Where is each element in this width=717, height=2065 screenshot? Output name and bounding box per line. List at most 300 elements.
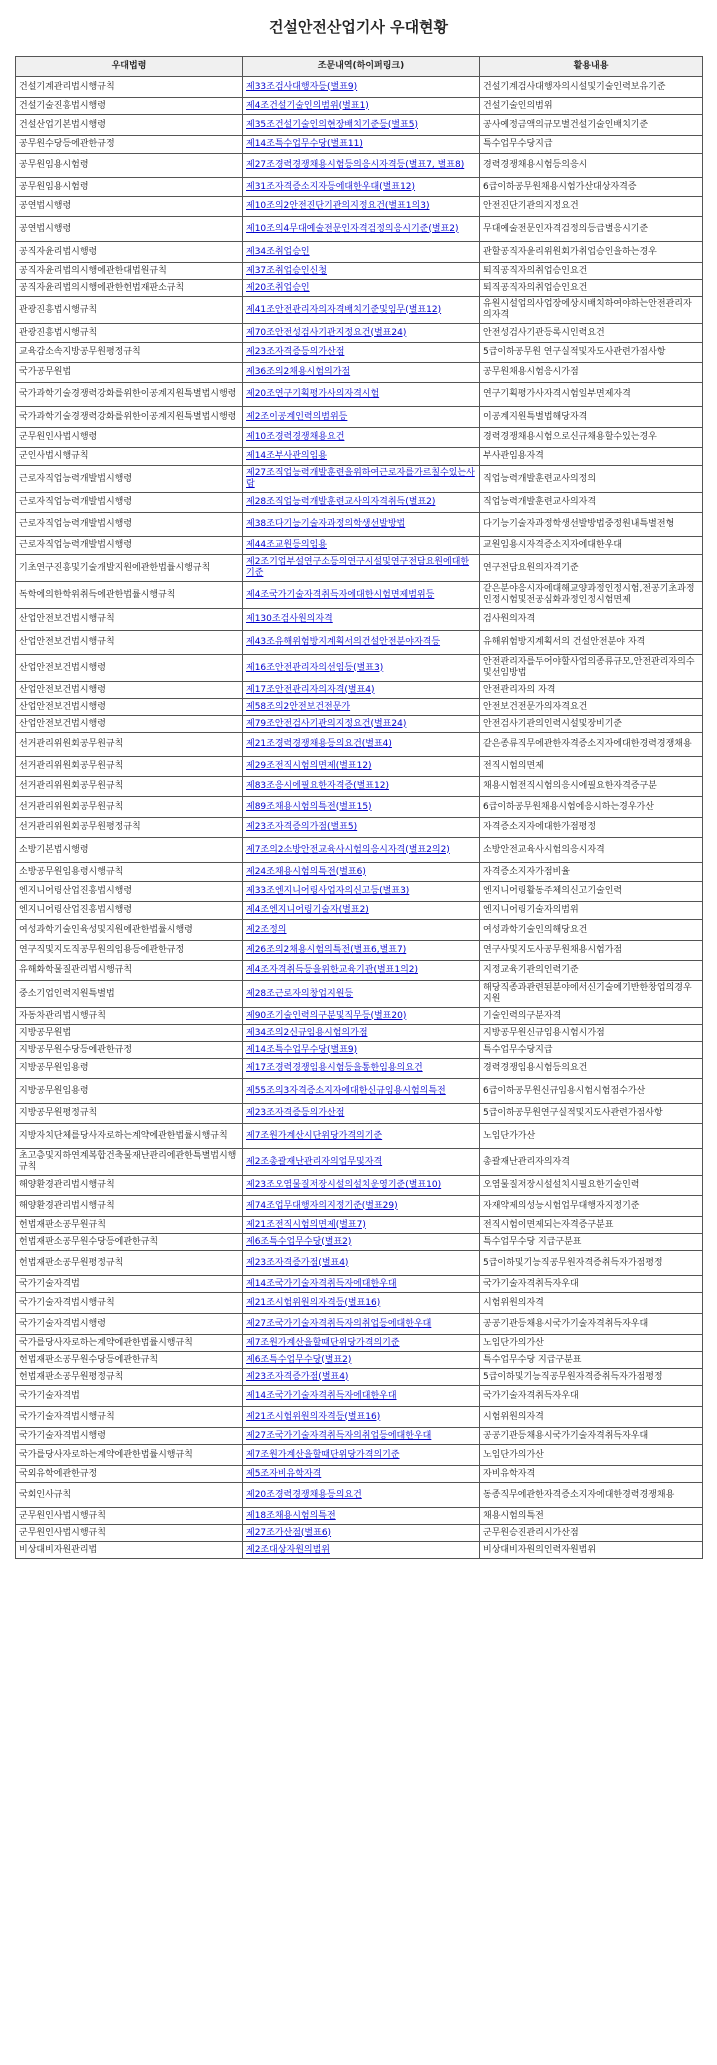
law-cell: 독학에의한학위취득에관한법률시행규칙: [16, 582, 243, 609]
usage-cell: 전직시험의면제: [480, 757, 703, 777]
table-row: [16, 609, 703, 631]
law-cell: 지방공무원법: [16, 1025, 243, 1042]
law-cell: 국가를당사자로하는계약에관한법률시행규칙: [16, 1335, 243, 1352]
law-cell: 근로자직업능력개발법시행령: [16, 466, 243, 493]
article-cell: [243, 513, 480, 537]
law-cell: 국가기술자격법시행규칙: [16, 1407, 243, 1428]
article-cell: [243, 407, 480, 428]
article-cell: [243, 343, 480, 363]
usage-cell: 자비유학자격: [480, 1466, 703, 1483]
usage-cell: 퇴직공직자의취업승인요건: [480, 263, 703, 280]
article-cell: [243, 1176, 480, 1196]
law-cell: 근로자직업능력개발법시행령: [16, 513, 243, 537]
article-cell: [243, 733, 480, 757]
table-row: [16, 77, 703, 98]
law-cell: 산업안전보건법시행령: [16, 682, 243, 699]
law-cell: 초고층및지하연계복합건축물재난관리에관한특별법시행규칙: [16, 1149, 243, 1176]
table-row: [16, 682, 703, 699]
page-title: 건설안전산업기사 우대현황: [268, 18, 449, 36]
article-link[interactable]: 제34조취업승인: [246, 246, 310, 257]
usage-cell: 안전성검사기관등록시인력요건: [480, 324, 703, 343]
article-link[interactable]: 제23조자격증의가점(별표5): [246, 822, 358, 832]
table-row: [16, 197, 703, 217]
article-link[interactable]: 제18조채용시험의특전: [246, 1510, 336, 1521]
law-cell: 군인사법시행규칙: [16, 448, 243, 466]
table-row: [16, 1251, 703, 1276]
article-cell: [243, 242, 480, 263]
article-link[interactable]: 제7조원가계산시단위당가격의기준: [246, 1130, 383, 1141]
usage-cell: 6급이하공무원채용시험가산대상자격증: [480, 178, 703, 197]
article-cell: [243, 98, 480, 115]
law-cell: 중소기업인력지원특별법: [16, 981, 243, 1008]
usage-cell: 경력경쟁임용시험등의요건: [480, 1059, 703, 1079]
law-cell: 국가를당사자로하는계약에관한법률시행규칙: [16, 1445, 243, 1466]
article-link[interactable]: 제16조안전관리자의선임등(별표3): [246, 662, 384, 673]
law-cell: 군무원인사법시행규칙: [16, 1508, 243, 1525]
usage-cell: 소방안전교육사시험의응시자격: [480, 838, 703, 863]
article-cell: [243, 682, 480, 699]
law-cell: 공직자윤리법의시행에관한대법원규칙: [16, 263, 243, 280]
table-row: [16, 1025, 703, 1042]
law-cell: 국가기술자격법시행령: [16, 1428, 243, 1445]
law-cell: 선거관리위원회공무원규칙: [16, 797, 243, 818]
article-link[interactable]: 제27조가산점(별표6): [246, 1527, 332, 1538]
article-link[interactable]: 제7조의2소방안전교육사시험의응시자격(별표2의2): [246, 844, 450, 855]
law-cell: 자동차관리법시행규칙: [16, 1008, 243, 1025]
article-cell: [243, 1124, 480, 1149]
usage-cell: 노임단가의가산: [480, 1445, 703, 1466]
usage-cell: 안전진단기관의지정요건: [480, 197, 703, 217]
usage-cell: 전직시험이면제되는자격증구분표: [480, 1217, 703, 1234]
table-row: [16, 631, 703, 655]
table-row: [16, 1293, 703, 1314]
table-row: [16, 882, 703, 902]
article-link[interactable]: 제7조원가계산을할때단위당가격의기준: [246, 1449, 400, 1460]
law-cell: 근로자직업능력개발법시행령: [16, 493, 243, 513]
usage-cell: 노임단가가산: [480, 1124, 703, 1149]
usage-cell: 연구전담요원의자격기준: [480, 555, 703, 582]
article-link[interactable]: 제4조엔지니어링기술자(별표2): [246, 905, 369, 915]
article-link[interactable]: 제14조국가기술자격취득자에대한우대: [246, 1390, 397, 1401]
table-row: [16, 757, 703, 777]
article-link[interactable]: 제4조국가기술자격취득자에대한시험면제범위등: [246, 589, 435, 600]
article-link[interactable]: 제41조안전관리자의자격배치기준및임무(별표12): [246, 304, 442, 315]
usage-cell: 퇴직공직자의취업승인요건: [480, 280, 703, 297]
table-row: [16, 1542, 703, 1559]
article-link[interactable]: 제21조시험위원의자격등(별표16): [246, 1297, 381, 1308]
article-cell: [243, 136, 480, 154]
article-cell: [243, 263, 480, 280]
article-link[interactable]: 제10조의4무대예술전문인자격검정의응시기준(별표2): [246, 223, 459, 234]
law-cell: 근로자직업능력개발법시행령: [16, 537, 243, 555]
usage-cell: 무대예술전문인자격검정의등급별응시기준: [480, 217, 703, 242]
law-cell: 국가기술자격법시행규칙: [16, 1293, 243, 1314]
law-cell: 기초연구진흥및기술개발지원에관한법률시행규칙: [16, 555, 243, 582]
table-row: [16, 1466, 703, 1483]
law-cell: 소방공무원임용령시행규칙: [16, 863, 243, 882]
usage-cell: 공공기관등채용시국가기술자격취득자우대: [480, 1428, 703, 1445]
article-link[interactable]: 제89조채용시험의특전(별표15): [246, 801, 372, 812]
article-link[interactable]: 제10조의2안전진단기관의지정요건(별표1의3): [246, 201, 430, 211]
article-link[interactable]: 제23조오염물질저장시설의설치운영기준(별표10): [246, 1180, 442, 1190]
article-link[interactable]: 제83조응시에필요한자격증(별표12): [246, 781, 389, 791]
article-link[interactable]: 제26조의2채용시험의특전(별표6,별표7): [246, 945, 407, 955]
table-row: [16, 1176, 703, 1196]
usage-cell: 공사예정금액의규모별건설기술인배치기준: [480, 115, 703, 136]
usage-cell: 검사원의자격: [480, 609, 703, 631]
table-row: [16, 1149, 703, 1176]
usage-cell: 5급이하및기능직공무원자격증취득자가점평정: [480, 1251, 703, 1276]
table-row: [16, 1059, 703, 1079]
law-cell: 공무원임용시험령: [16, 178, 243, 197]
table-row: [16, 115, 703, 136]
article-link[interactable]: 제20조연구기획평가사의자격시험: [246, 389, 380, 399]
header-usage: 활용내용: [480, 57, 703, 77]
usage-cell: 채용시험전직시험의응시에필요한자격증구분: [480, 777, 703, 797]
table-row: [16, 961, 703, 981]
article-link[interactable]: 제43조유해위험방지계획서의건설안전분야자격등: [246, 637, 441, 647]
article-cell: [243, 197, 480, 217]
article-cell: [243, 777, 480, 797]
article-link[interactable]: 제21조시험위원의자격등(별표16): [246, 1411, 381, 1422]
law-cell: 지방공무원임용령: [16, 1059, 243, 1079]
article-link[interactable]: 제79조안전검사기관의지정요건(별표24): [246, 718, 407, 729]
table-row: [16, 363, 703, 383]
table-row: [16, 297, 703, 324]
law-cell: 산업안전보건법시행령: [16, 716, 243, 733]
law-cell: 공무원임용시험령: [16, 154, 243, 178]
table-row: [16, 582, 703, 609]
law-cell: 선거관리위원회공무원규칙: [16, 777, 243, 797]
article-cell: [243, 1149, 480, 1176]
table-row: [16, 1525, 703, 1542]
article-cell: [243, 609, 480, 631]
article-link[interactable]: 제27조국가기술자격취득자의취업등에대한우대: [246, 1430, 432, 1441]
article-link[interactable]: 제23조자격증등의가산점: [246, 347, 345, 357]
article-cell: [243, 1025, 480, 1042]
table-row: [16, 136, 703, 154]
usage-cell: 부사관임용자격: [480, 448, 703, 466]
table-row: [16, 513, 703, 537]
table-row: [16, 1445, 703, 1466]
article-link[interactable]: 제17조안전관리자의자격(별표4): [246, 684, 375, 695]
law-cell: 건설산업기본법시행령: [16, 115, 243, 136]
law-cell: 지방공무원평정규칙: [16, 1104, 243, 1124]
article-link[interactable]: 제14조특수업무수당(별표9): [246, 1044, 358, 1055]
usage-cell: 직업능력개발훈련교사의정의: [480, 466, 703, 493]
usage-cell: 안전검사기관의인력시설및장비기준: [480, 716, 703, 733]
usage-cell: 5급이하공무원 연구실적및자도사관련가점사항: [480, 343, 703, 363]
article-cell: [243, 1104, 480, 1124]
article-link[interactable]: 제4조자격취득등을위한교육기관(별표1의2): [246, 965, 418, 975]
article-link[interactable]: 제130조검사원의자격: [246, 614, 333, 624]
article-cell: [243, 178, 480, 197]
usage-cell: 군무원승진관리시가산점: [480, 1525, 703, 1542]
article-cell: [243, 1314, 480, 1335]
usage-cell: 다기능기술자과정학생선발방법중정원내특별전형: [480, 513, 703, 537]
usage-cell: 5급이하공무원연구실적및지도사관련가점사항: [480, 1104, 703, 1124]
article-cell: [243, 537, 480, 555]
article-cell: [243, 448, 480, 466]
usage-cell: 관할공직자윤리위원회가취업승인을하는경우: [480, 242, 703, 263]
article-link[interactable]: 제2조정의: [246, 924, 287, 935]
article-link[interactable]: 제21조경력경쟁채용등의요건(별표4): [246, 739, 392, 749]
law-cell: 여성과학기술인육성및지원에관한법률시행령: [16, 920, 243, 941]
table-row: [16, 981, 703, 1008]
article-link[interactable]: 제20조취업승인: [246, 282, 310, 293]
usage-cell: 지정교육기관의인력기준: [480, 961, 703, 981]
law-cell: 산업안전보건법시행령: [16, 699, 243, 716]
article-link[interactable]: 제23조자격증가점(별표4): [246, 1371, 349, 1382]
table-row: [16, 383, 703, 407]
article-link[interactable]: 제6조특수업무수당(별표2): [246, 1236, 352, 1247]
table-row: [16, 941, 703, 961]
law-cell: 지방공무원임용령: [16, 1079, 243, 1104]
law-cell: 국가과학기술경쟁력강화를위한이공계지원특별법시행령: [16, 383, 243, 407]
article-cell: [243, 716, 480, 733]
article-cell: [243, 1428, 480, 1445]
article-link[interactable]: 제6조특수업무수당(별표2): [246, 1354, 352, 1365]
article-cell: [243, 280, 480, 297]
article-cell: [243, 1508, 480, 1525]
usage-cell: 시험위원의자격: [480, 1293, 703, 1314]
usage-cell: 공무원채용시험응시가점: [480, 363, 703, 383]
article-cell: [243, 555, 480, 582]
article-link[interactable]: 제10조경력경쟁채용요건: [246, 432, 345, 442]
article-cell: [243, 1293, 480, 1314]
article-link[interactable]: 제33조엔지니어링사업자의신고등(별표3): [246, 886, 410, 896]
table-row: [16, 1314, 703, 1335]
law-cell: 해양환경관리법시행규칙: [16, 1196, 243, 1217]
table-row: [16, 818, 703, 838]
law-cell: 산업안전보건법시행령: [16, 655, 243, 682]
table-row: [16, 242, 703, 263]
usage-cell: 채용시험의특전: [480, 1508, 703, 1525]
article-link[interactable]: 제5조자비유학자격: [246, 1468, 322, 1479]
article-link[interactable]: 제24조채용시험의특전(별표6): [246, 866, 366, 877]
table-row: [16, 98, 703, 115]
article-link[interactable]: 제27조경력경쟁채용시험등의응시자격등(별표7, 별표8): [246, 160, 465, 170]
law-cell: 헌법재판소공무원수당등에관한규칙: [16, 1352, 243, 1369]
article-cell: [243, 902, 480, 920]
article-link[interactable]: 제21조전직시험의면제(별표7): [246, 1219, 366, 1230]
table-row: [16, 920, 703, 941]
usage-cell: 특수업무수당지급: [480, 1042, 703, 1059]
usage-cell: 경력경쟁채용시험등의응시: [480, 154, 703, 178]
table-row: [16, 448, 703, 466]
article-cell: [243, 1234, 480, 1251]
table-header-row: [16, 57, 703, 77]
law-cell: 국외유학에관한규정: [16, 1466, 243, 1483]
table-row: [16, 1217, 703, 1234]
article-link[interactable]: 제33조검사대행자등(별표9): [246, 81, 358, 92]
article-link[interactable]: 제14조국가기술자격취득자에대한우대: [246, 1278, 397, 1289]
law-cell: 국가공무원법: [16, 363, 243, 383]
article-cell: [243, 655, 480, 682]
law-cell: 유해화학물질관리법시행규칙: [16, 961, 243, 981]
usage-cell: 특수업무수당지급: [480, 136, 703, 154]
usage-cell: 노임단가의가산: [480, 1335, 703, 1352]
usage-cell: 6급이하공무원신규임용시험시험점수가산: [480, 1079, 703, 1104]
law-cell: 건설기술진흥법시행령: [16, 98, 243, 115]
article-link[interactable]: 제37조취업승인신청: [246, 265, 328, 276]
article-cell: [243, 1542, 480, 1559]
table-row: [16, 1008, 703, 1025]
article-link[interactable]: 제29조전직시험의면제(별표12): [246, 761, 372, 771]
usage-cell: 국가기술자격취득자우대: [480, 1276, 703, 1293]
usage-cell: 특수업무수당 지급구분표: [480, 1352, 703, 1369]
article-link[interactable]: 제35조건설기술인의현장배치기준등(별표5): [246, 119, 418, 130]
table-row: [16, 1124, 703, 1149]
law-cell: 지방공무원수당등에관한규정: [16, 1042, 243, 1059]
article-link[interactable]: 제27조직업능력개발훈련을위하여근로자를가르칠수있는사람: [246, 468, 475, 489]
table-row: [16, 1104, 703, 1124]
article-link[interactable]: 제17조경력경쟁임용시험등을통한임용의요건: [246, 1063, 423, 1073]
table-row: [16, 777, 703, 797]
law-cell: 엔지니어링산업진흥법시행령: [16, 902, 243, 920]
article-link[interactable]: 제2조이공계인력의범위등: [246, 411, 348, 422]
table-row: [16, 154, 703, 178]
article-cell: [243, 1483, 480, 1508]
article-link[interactable]: 제27조국가기술자격취득자의취업등에대한우대: [246, 1318, 432, 1329]
article-cell: [243, 961, 480, 981]
table-row: [16, 217, 703, 242]
article-cell: [243, 981, 480, 1008]
law-cell: 공직자윤리법시행령: [16, 242, 243, 263]
article-cell: [243, 363, 480, 383]
article-cell: [243, 882, 480, 902]
law-cell: 건설기계관리법시행규칙: [16, 77, 243, 98]
table-row: [16, 655, 703, 682]
table-row: [16, 1386, 703, 1407]
article-link[interactable]: 제14조특수업무수당(별표11): [246, 139, 363, 149]
article-link[interactable]: 제2조기업부설연구소등의연구시설및연구전담요원에대한기준: [246, 557, 470, 578]
usage-cell: 시험위원의자격: [480, 1407, 703, 1428]
article-link[interactable]: 제44조교원등의임용: [246, 540, 328, 550]
usage-cell: 엔지니어링기술자의범위: [480, 902, 703, 920]
law-cell: 국가기술자격법시행령: [16, 1314, 243, 1335]
usage-cell: 연구기획평가사자격시험일부면제자격: [480, 383, 703, 407]
article-cell: [243, 1335, 480, 1352]
article-cell: [243, 1217, 480, 1234]
law-cell: 헌법재판소공무원수당등에관한규칙: [16, 1234, 243, 1251]
table-row: [16, 555, 703, 582]
article-link[interactable]: 제34조의2신규임용시험의가점: [246, 1027, 368, 1038]
usage-cell: 여성과학기술인의해당요건: [480, 920, 703, 941]
article-link[interactable]: 제74조업무대행자의지정기준(별표29): [246, 1200, 398, 1211]
table-row: [16, 699, 703, 716]
article-cell: [243, 920, 480, 941]
usage-cell: 5급이하및기능직공무원자격증취득자가점평정: [480, 1369, 703, 1386]
article-link[interactable]: 제23조자격증등의가산점: [246, 1108, 345, 1118]
article-link[interactable]: 제2조대상자원의범위: [246, 1544, 330, 1555]
table-row: [16, 902, 703, 920]
article-cell: [243, 863, 480, 882]
article-cell: [243, 1369, 480, 1386]
usage-cell: 오염물질저장시설설치시필요한기술인력: [480, 1176, 703, 1196]
article-cell: [243, 1386, 480, 1407]
article-link[interactable]: 제20조경력경쟁채용등의요건: [246, 1489, 362, 1500]
law-cell: 공연법시행령: [16, 217, 243, 242]
article-cell: [243, 1008, 480, 1025]
article-link[interactable]: 제58조의2안전보건전문가: [246, 701, 351, 712]
table-row: [16, 263, 703, 280]
usage-cell: 비상대비자원의인력자원범위: [480, 1542, 703, 1559]
usage-cell: 국가기술자격취득자우대: [480, 1386, 703, 1407]
table-row: [16, 1196, 703, 1217]
table-row: [16, 178, 703, 197]
usage-cell: 경력경쟁채용시험으로신규채용할수있는경우: [480, 428, 703, 448]
article-cell: [243, 154, 480, 178]
article-link[interactable]: 제90조기술인력의구분및직무등(별표20): [246, 1010, 407, 1021]
table-row: [16, 407, 703, 428]
article-link[interactable]: 제14조부사관의임용: [246, 451, 328, 461]
header-article: 조문내역(하이퍼링크): [243, 57, 480, 77]
law-cell: 선거관리위원회공무원평정규칙: [16, 818, 243, 838]
table-row: [16, 466, 703, 493]
article-link[interactable]: 제7조원가계산을할때단위당가격의기준: [246, 1337, 400, 1348]
article-cell: [243, 1352, 480, 1369]
article-cell: [243, 631, 480, 655]
table-row: [16, 1335, 703, 1352]
usage-cell: 연구사및지도사공무원채용시험가점: [480, 941, 703, 961]
law-cell: 교육감소속지방공무원평정규칙: [16, 343, 243, 363]
article-link[interactable]: 제28조근로자의창업지원등: [246, 988, 354, 999]
article-link[interactable]: 제36조의2채용시험의가점: [246, 367, 351, 377]
law-cell: 헌법재판소공무원평정규칙: [16, 1251, 243, 1276]
article-link[interactable]: 제55조의3자격증소지자에대한신규임용시험의특전: [246, 1085, 446, 1096]
law-cell: 국가과학기술경쟁력강화를위한이공계지원특별법시행령: [16, 407, 243, 428]
table-row: [16, 1369, 703, 1386]
table-row: [16, 797, 703, 818]
article-link[interactable]: 제2조총괄재난관리자의업무및자격: [246, 1156, 383, 1167]
article-cell: [243, 699, 480, 716]
usage-cell: 직업능력개발훈련교사의자격: [480, 493, 703, 513]
article-link[interactable]: 제31조자격증소지자등에대한우대(별표12): [246, 181, 416, 192]
article-link[interactable]: 제70조안전성검사기관지정요건(별표24): [246, 327, 407, 338]
table-row: [16, 493, 703, 513]
table-row: [16, 1234, 703, 1251]
usage-cell: 안전관리자의 자격: [480, 682, 703, 699]
article-link[interactable]: 제4조건설기술인의범위(별표1): [246, 100, 369, 111]
table-row: [16, 1483, 703, 1508]
article-cell: [243, 428, 480, 448]
article-cell: [243, 941, 480, 961]
article-link[interactable]: 제23조자격증가점(별표4): [246, 1257, 349, 1268]
law-cell: 엔지니어링산업진흥법시행령: [16, 882, 243, 902]
article-cell: [243, 818, 480, 838]
article-link[interactable]: 제38조다기능기술자과정의학생선발방법: [246, 519, 406, 529]
usage-cell: 자격증소지자에대한가점평정: [480, 818, 703, 838]
law-cell: 공무원수당등에관한규정: [16, 136, 243, 154]
law-cell: 선거관리위원회공무원규칙: [16, 757, 243, 777]
article-cell: [243, 1276, 480, 1293]
law-cell: 관광진흥법시행규칙: [16, 297, 243, 324]
table-row: [16, 838, 703, 863]
law-cell: 지방자치단체를당사자로하는계약에관한법률시행규칙: [16, 1124, 243, 1149]
article-cell: [243, 1079, 480, 1104]
law-cell: 공연법시행령: [16, 197, 243, 217]
article-cell: [243, 493, 480, 513]
usage-cell: 건설기계검사대행자의시설및기술인력보유기준: [480, 77, 703, 98]
table-row: [16, 1508, 703, 1525]
usage-cell: 해당직종과관련된분야에서신기술에기반한창업의경우지원: [480, 981, 703, 1008]
table-row: [16, 324, 703, 343]
usage-cell: 엔지니어링활동주체의신고기술인력: [480, 882, 703, 902]
article-link[interactable]: 제28조직업능력개발훈련교사의자격취득(별표2): [246, 497, 436, 507]
article-cell: [243, 383, 480, 407]
table-row: [16, 1407, 703, 1428]
